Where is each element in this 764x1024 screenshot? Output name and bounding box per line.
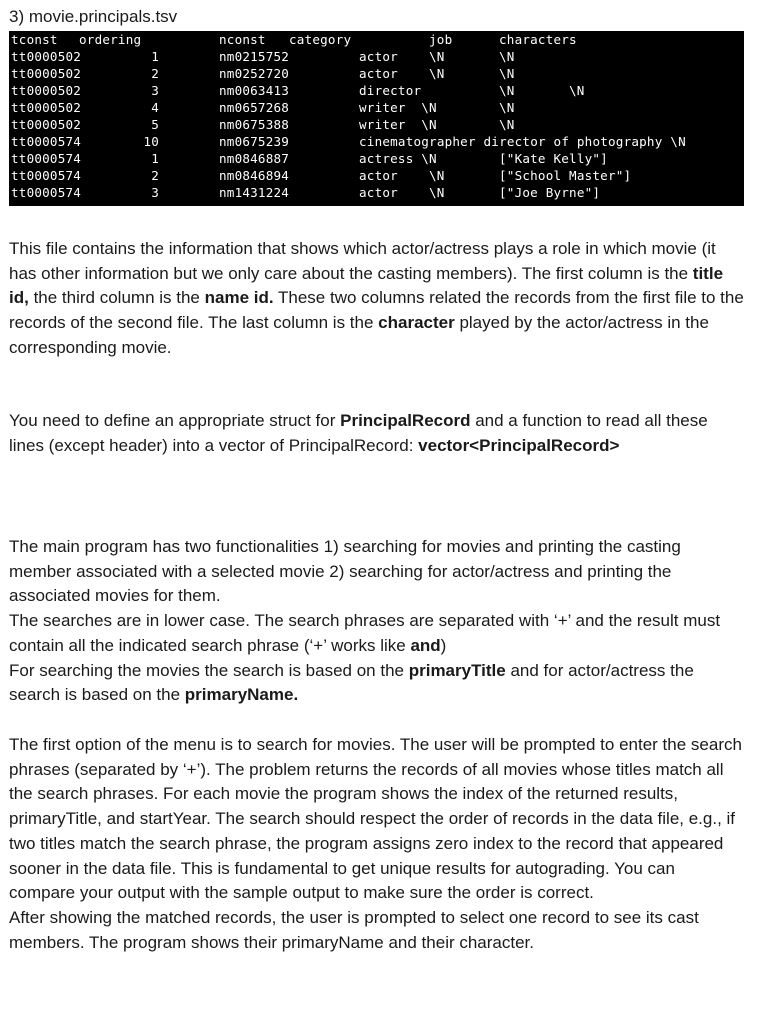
- row-tconst: tt0000574: [11, 185, 82, 200]
- text: You need to define an appropriate struct for: [9, 411, 341, 430]
- row-job: \N: [429, 185, 445, 200]
- text: and a function to read all these lines (except header) into a vector of PrincipalRecord:: [9, 411, 708, 455]
- row-tconst: tt0000574: [11, 168, 82, 183]
- row-nconst: nm0675239: [219, 134, 290, 149]
- row-category: actor: [359, 185, 398, 200]
- row-nconst: nm0215752: [219, 49, 290, 64]
- row-category: actor: [359, 168, 398, 183]
- bold-text: primaryTitle: [408, 660, 506, 680]
- col-header-ordering: ordering: [79, 32, 142, 47]
- row-characters: \N: [499, 83, 515, 98]
- row-characters: \N: [499, 66, 515, 81]
- row-nconst: nm0675388: [219, 117, 290, 132]
- row-characters: \N: [499, 49, 515, 64]
- paragraph-struct-definition: [9, 409, 744, 458]
- row-characters: \N: [499, 100, 515, 115]
- text: For searching the movies the search is based on the: [9, 660, 409, 680]
- row-tconst: tt0000502: [11, 66, 82, 81]
- row-job: \N: [429, 168, 445, 183]
- row-nconst: nm1431224: [219, 185, 290, 200]
- text: The main program has two functionalities 1) searching for movies and printing the casting member associated with a selected movie 2) searching for actor/actress and printing the associated movies for them.: [9, 537, 681, 606]
- row-tconst: tt0000502: [11, 83, 82, 98]
- text: These two columns related the records from the first file to the records of the second file. The last column is the: [9, 288, 744, 333]
- row-nconst: nm0846894: [219, 168, 290, 183]
- row-job: \N: [429, 49, 445, 64]
- bold-text: and: [410, 635, 441, 655]
- col-header-tconst: tconst: [11, 32, 58, 47]
- bold-text: character: [378, 313, 455, 333]
- bold-text: vector<PrincipalRecord>: [418, 435, 620, 455]
- row-ordering: 4: [151, 100, 159, 115]
- row-ordering: 3: [151, 83, 159, 98]
- row-nconst: nm0846887: [219, 151, 290, 166]
- row-nconst: nm0063413: [219, 83, 290, 98]
- row-category: writer \N: [359, 117, 437, 132]
- row-category: actor: [359, 66, 398, 81]
- row-tconst: tt0000502: [11, 117, 82, 132]
- col-header-characters: characters: [499, 32, 577, 47]
- row-category: director: [359, 83, 422, 98]
- text: and for actor/actress the search is based on the: [9, 660, 694, 705]
- row-ordering: 1: [151, 49, 159, 64]
- text: played by the actor/actress in the corresponding movie.: [9, 313, 709, 357]
- paragraph-file-description: [9, 237, 744, 361]
- row-ordering: 3: [151, 185, 159, 200]
- row-tconst: tt0000574: [11, 134, 82, 149]
- col-header-category: category: [289, 32, 352, 47]
- text: This file contains the information that shows which actor/actress plays a role in which movie (it has other information but we only care about the casting members). The first column is the: [9, 239, 716, 283]
- row-tconst: tt0000574: [11, 151, 82, 166]
- text: After showing the matched records, the user is prompted to select one record to see its cast members. The program shows their primaryName and their character.: [9, 907, 699, 952]
- text: The first option of the menu is to search for movies. The user will be prompted to enter the search phrases (separated by ‘+’). The problem returns the records of all movies whose titles match all the search phrases. For each movie the program shows the index of the returned results, primaryTitle, and startYear. The search should respect the order of records in the data file, e.g., if two titles match the search phrase, the program assigns zero index to the record that appeared sooner in the data file. This is fundamental to get unique results for autograding. You can compare your output with the sample output to make sure the order is correct.: [9, 735, 742, 903]
- row-job: \N: [429, 66, 445, 81]
- row-category: writer \N: [359, 100, 437, 115]
- col-header-job: job: [429, 32, 453, 47]
- tsv-preview-terminal: [9, 31, 744, 206]
- bold-text: primaryName.: [184, 685, 299, 705]
- row-tconst: tt0000502: [11, 100, 82, 115]
- row-ordering: 2: [151, 66, 159, 81]
- row-ordering: 1: [151, 151, 159, 166]
- row-extra: \N: [569, 83, 585, 98]
- row-characters: ["School Master"]: [499, 168, 632, 183]
- section-heading: 3) movie.principals.tsv: [9, 7, 178, 26]
- paragraph-main-program: [9, 535, 744, 708]
- paragraph-first-option: [9, 733, 744, 955]
- row-characters: ["Kate Kelly"]: [499, 151, 608, 166]
- bold-text: name id.: [204, 288, 274, 308]
- bold-text: PrincipalRecord: [340, 411, 471, 430]
- col-header-nconst: nconst: [219, 32, 266, 47]
- row-ordering: 2: [151, 168, 159, 183]
- row-nconst: nm0252720: [219, 66, 290, 81]
- row-tconst: tt0000502: [11, 49, 82, 64]
- text: ): [440, 635, 447, 655]
- row-category: cinematographer director of photography \N: [359, 134, 686, 149]
- row-ordering: 10: [143, 134, 159, 149]
- row-nconst: nm0657268: [219, 100, 290, 115]
- text: the third column is the: [28, 288, 205, 308]
- row-characters: \N: [499, 117, 515, 132]
- row-characters: ["Joe Byrne"]: [499, 185, 601, 200]
- row-category: actor: [359, 49, 398, 64]
- row-category: actress \N: [359, 151, 437, 166]
- text: The searches are in lower case. The search phrases are separated with ‘+’ and the result must contain all the indicated search phrase (‘+’ works like: [9, 611, 721, 655]
- bold-text: title id,: [9, 263, 724, 308]
- row-ordering: 5: [151, 117, 159, 132]
